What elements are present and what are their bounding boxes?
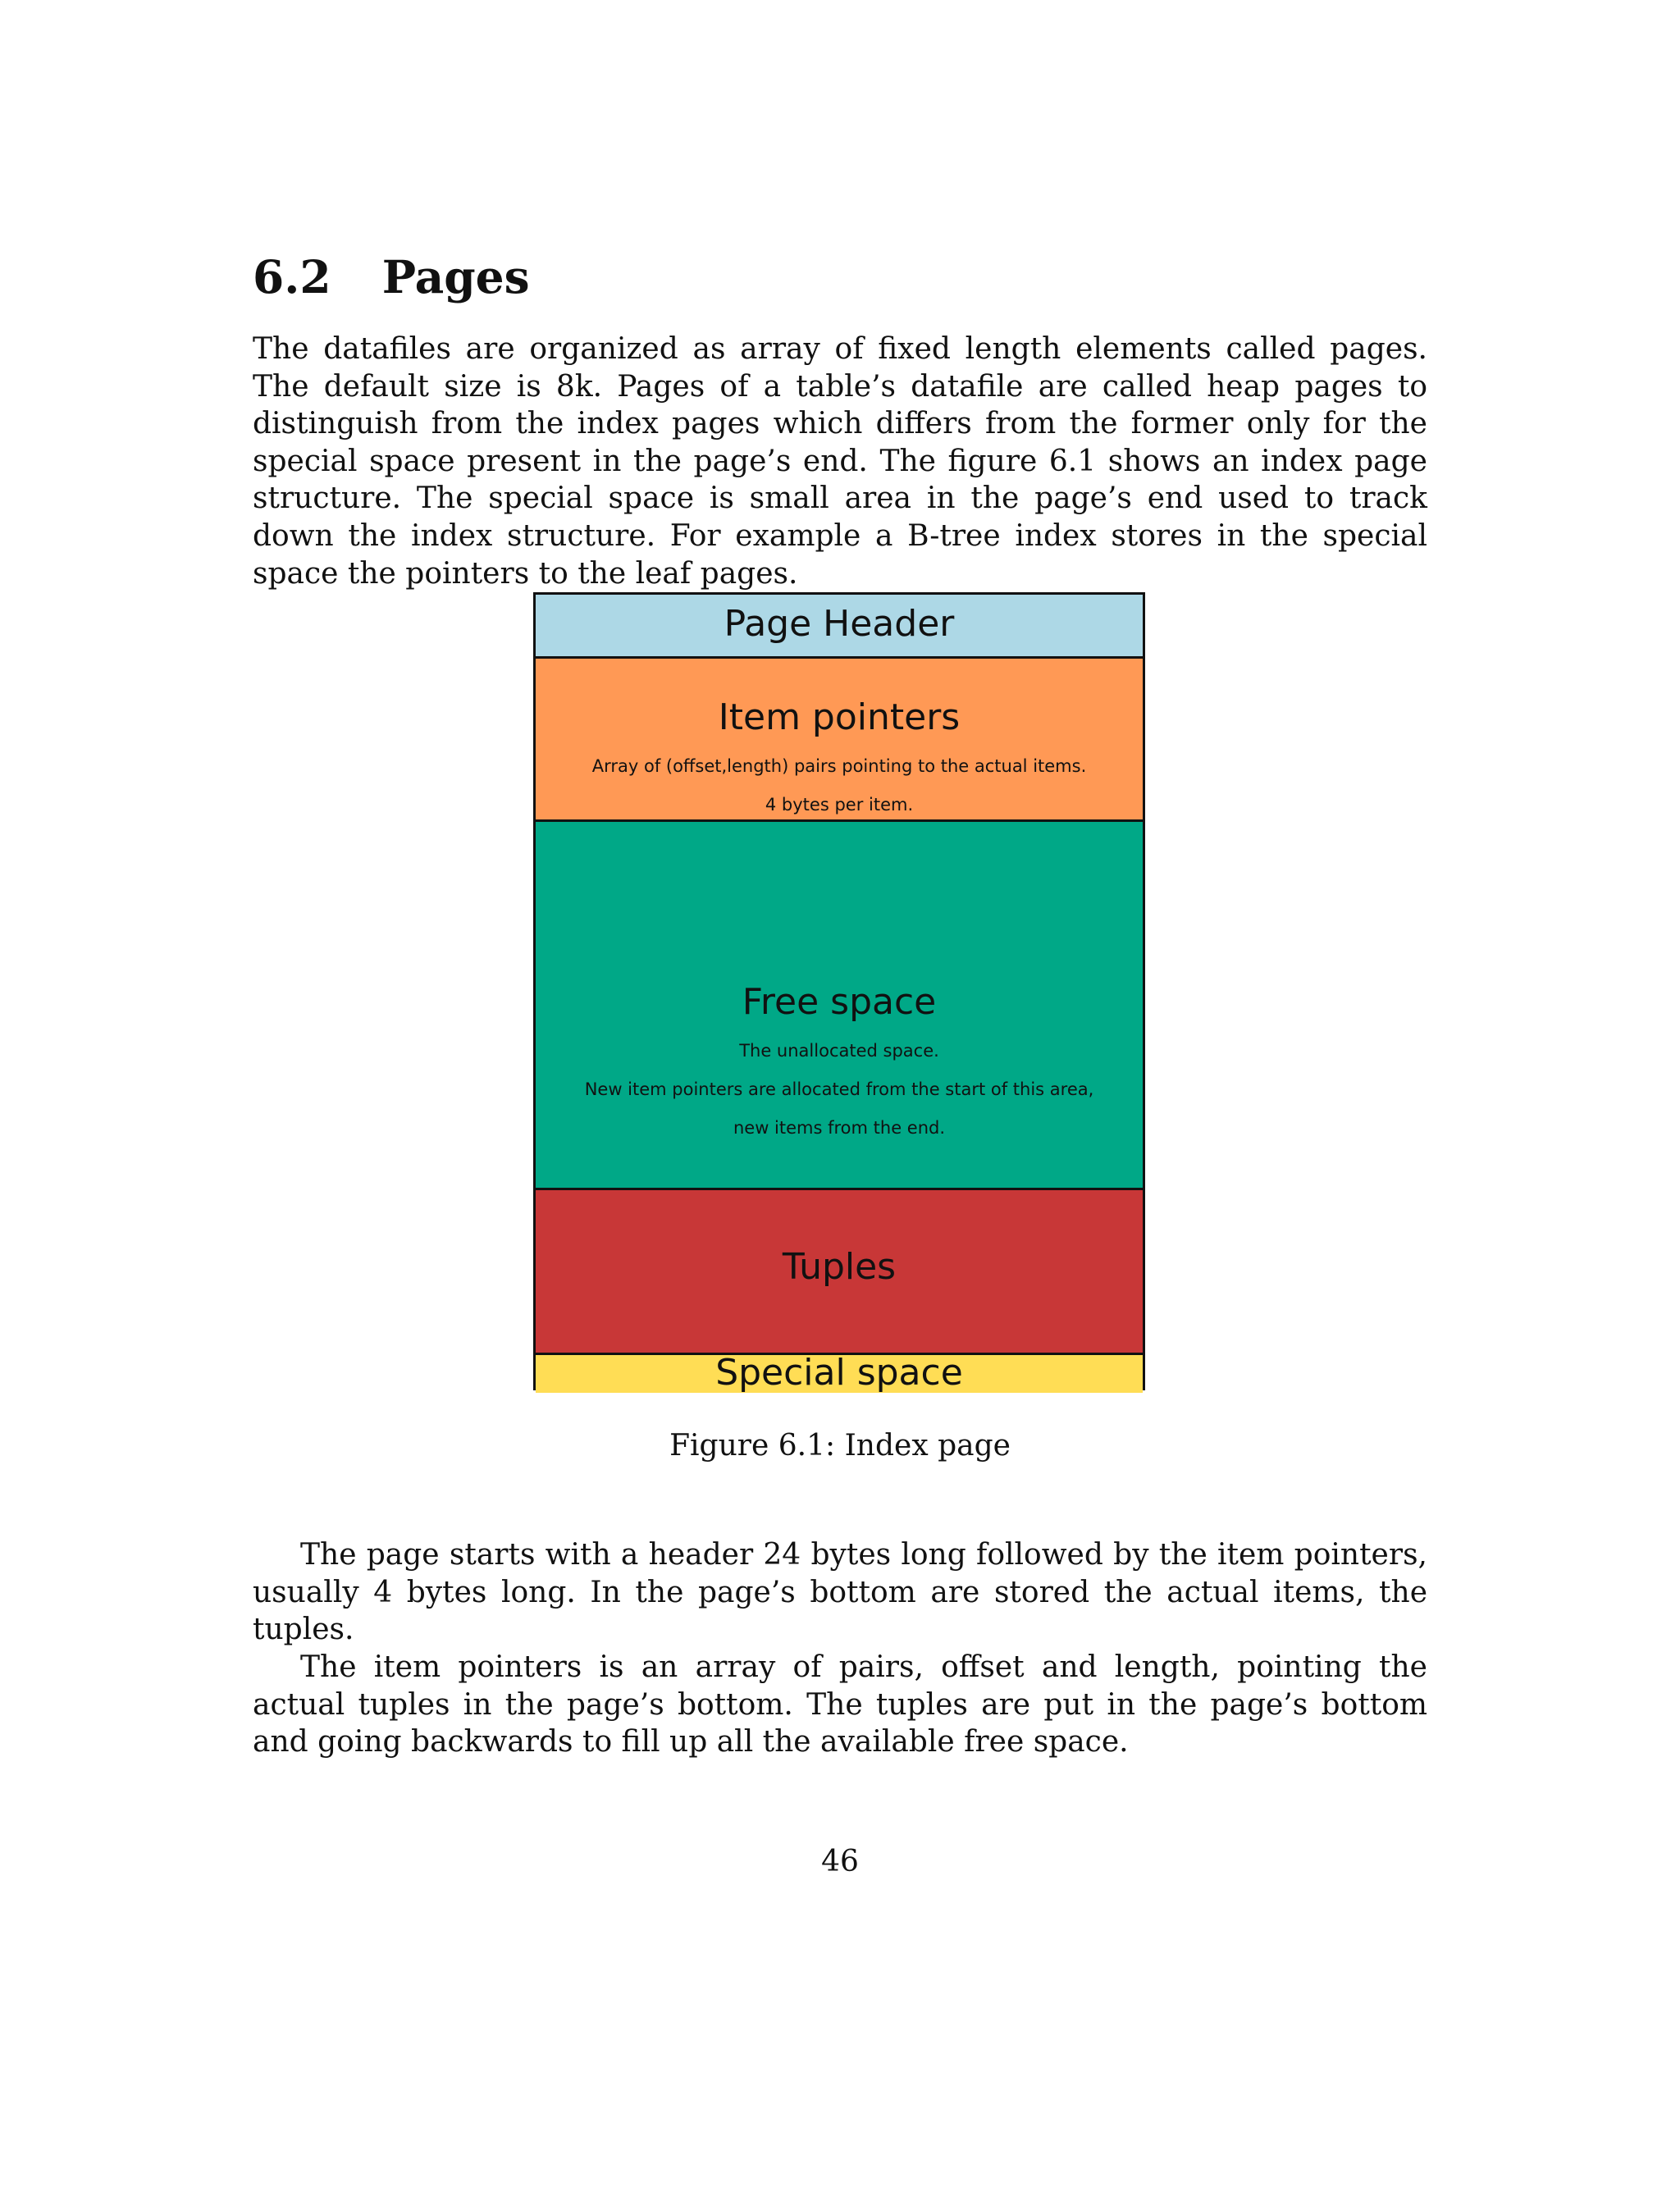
section-heading bbox=[253, 246, 530, 308]
free-space-desc-line: New item pointers are allocated from the start of this area, bbox=[584, 1079, 1094, 1099]
tuples-label: Tuples bbox=[782, 1246, 897, 1288]
section-number: 6.2 bbox=[253, 250, 331, 303]
page-header-label: Page Header bbox=[724, 603, 955, 645]
free-space-desc-line: The unallocated space. bbox=[739, 1041, 939, 1061]
free-space-block bbox=[536, 819, 1143, 1188]
free-space-label: Free space bbox=[742, 981, 937, 1023]
page-number: 46 bbox=[821, 1845, 859, 1878]
paragraph-item-pointers: The item pointers is an array of pairs, offset and length, pointing the actual tuples in the page’s bottom. The tuples are put in the page’s bottom and going backwards to fill up all the available free space. bbox=[253, 1650, 1427, 1759]
special-space-label: Special space bbox=[715, 1352, 963, 1394]
tuples-block bbox=[536, 1188, 1143, 1353]
item-pointers-label: Item pointers bbox=[718, 696, 961, 738]
figure-caption: Figure 6.1: Index page bbox=[669, 1429, 1011, 1463]
page-header-block bbox=[536, 595, 1143, 656]
index-page-diagram bbox=[533, 592, 1145, 1394]
item-pointers-desc-line: Array of (offset,length) pairs pointing to the actual items. bbox=[591, 756, 1087, 776]
item-pointers-desc-line: 4 bytes per item. bbox=[765, 795, 914, 815]
special-space-block bbox=[536, 1353, 1143, 1393]
paragraph-intro: The datafiles are organized as array of fixed length elements called pages. The default size is 8k. Pages of a table’s datafile are called heap pages to distinguish from the index pages which differs from the former only for the special space present in the page’s end. The figure 6.1 shows an index page structure. The special space is small area in the page’s end used to track down the index structure. For example a B-tree index stores in the special space the pointers to the leaf pages. bbox=[253, 332, 1427, 591]
section-title: Pages bbox=[381, 250, 530, 303]
item-pointers-block bbox=[536, 656, 1143, 819]
paragraph-header: The page starts with a header 24 bytes long followed by the item pointers, usually 4 bytes long. In the page’s bottom are stored the actual items, the tuples. bbox=[253, 1538, 1427, 1647]
free-space-desc-line: new items from the end. bbox=[733, 1118, 946, 1138]
